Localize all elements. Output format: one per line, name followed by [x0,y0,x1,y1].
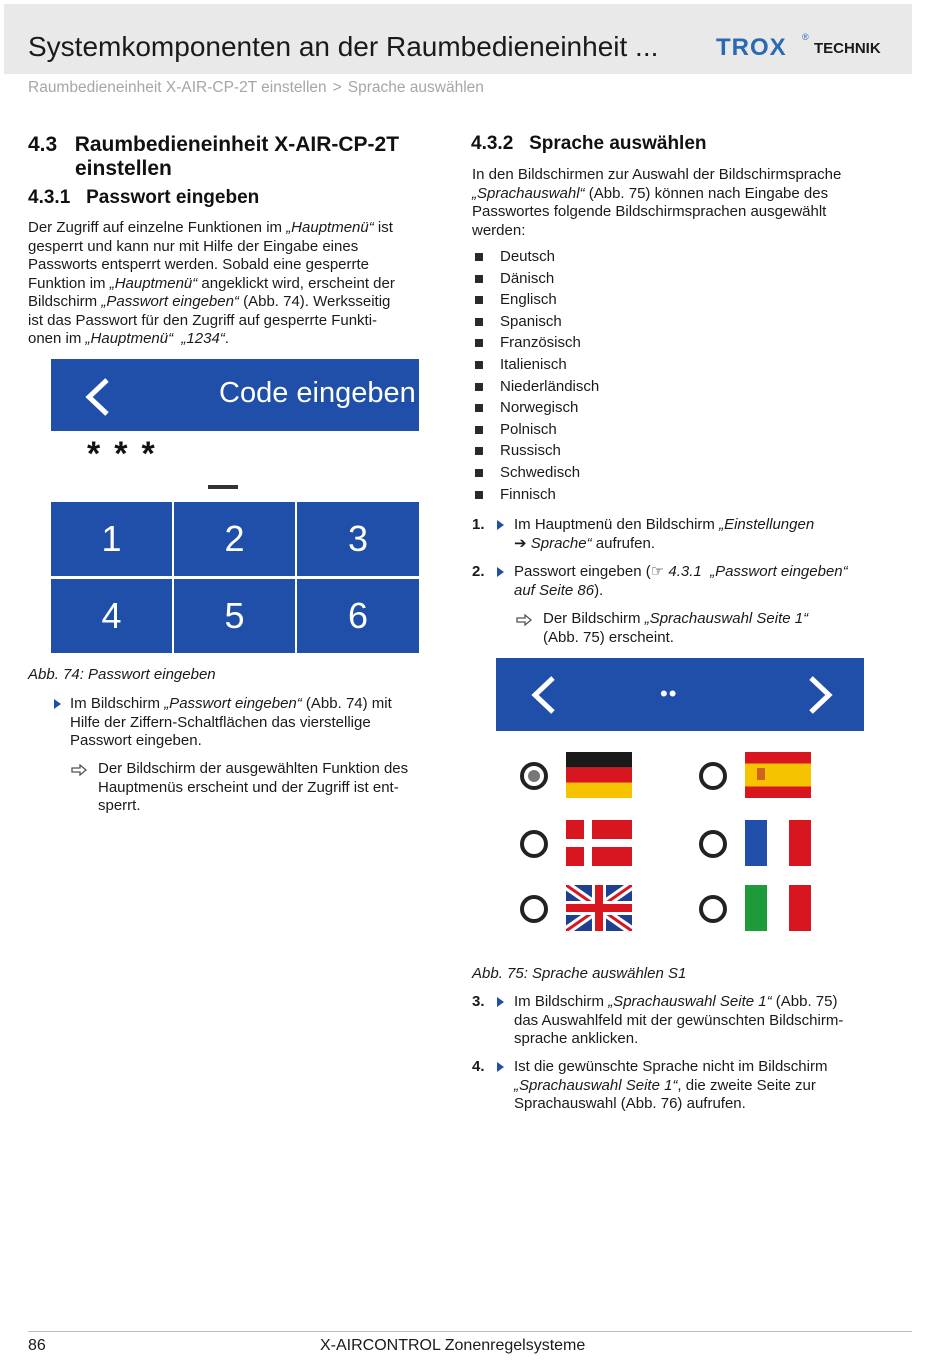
page-number: 86 [28,1337,46,1354]
numeric-keypad [51,502,419,653]
step-line: Ist die gewünschte Sprache nicht im Bildschirm [514,1058,828,1075]
step-number: 2. [472,563,485,580]
result-arrow-icon [516,614,532,626]
result-line: Der Bildschirm der ausgewählten Funktion des [98,760,409,777]
language-radio-french[interactable] [699,830,727,858]
step-triangle-icon [497,520,504,530]
step-2-text [514,563,904,600]
step-triangle-icon [54,699,61,709]
breadcrumb [28,79,484,97]
para-line: gesperrt und kann nur mit Hilfe der Eingabe eines [28,237,359,255]
result-line: Hauptmenüs erscheint und der Zugriff ist ent- [98,778,399,796]
keypad-key-5[interactable]: 5 [174,579,295,653]
breadcrumb-separator: > [332,79,342,96]
para-line: Passwortes folgende Bildschirmsprachen ausgewählt [472,203,827,220]
danish-flag-icon [566,820,632,866]
page-indicator-dots: •• [660,681,678,706]
para-line: „Sprachauswahl“ (Abb. 75) können nach Eingabe des [472,184,829,202]
input-cursor [208,485,238,489]
result-line: (Abb. 75) erscheint. [543,628,674,646]
para-line: onen im „Hauptmenü“ „1234“. [28,330,229,347]
language-radio-german[interactable] [520,762,548,790]
step-line: Im Hauptmenü den Bildschirm „Einstellungen [514,516,815,533]
result-line: sperrt. [98,797,141,814]
step-line: das Auswahlfeld mit der gewünschten Bildschirm- [514,1011,844,1029]
menu-arrow-icon: ➔ [514,534,527,552]
list-item: Niederländisch [473,378,599,400]
list-item: Schwedisch [473,464,599,486]
para-line: In den Bildschirmen zur Auswahl der Bildschirmsprache [472,166,842,183]
step-instruction [70,695,450,751]
step-line: Hilfe der Ziffern-Schaltflächen das vierstellige [70,713,371,731]
footer-divider [28,1331,912,1332]
result-arrow-icon [71,764,87,776]
para-line: werden: [472,221,526,239]
step-3-text [514,993,904,1049]
step-line: Im Bildschirm „Sprachauswahl Seite 1“ (Abb. 75) [514,993,838,1010]
intro-paragraph [28,219,448,349]
logo-registered-mark: ® [802,32,809,42]
list-item: Dänisch [473,270,599,292]
keypad-key-1[interactable]: 1 [51,502,172,576]
step-1-text [514,516,904,553]
section-heading-4-3 [28,133,399,181]
list-item: Spanisch [473,313,599,335]
step-line: sprache anklicken. [514,1030,639,1047]
heading-line-1: 4.3 Raumbedieneinheit X-AIR-CP-2T [28,133,400,156]
step-line: ➔ Sprache“ aufrufen. [514,534,656,552]
back-chevron-icon[interactable] [83,377,113,417]
step-line: „Sprachauswahl Seite 1“, die zweite Seite zur [514,1076,816,1094]
cross-reference-link[interactable]: 4.3.1 „Passwort eingeben“ [664,563,848,580]
keypad-key-2[interactable]: 2 [174,502,295,576]
list-item: Russisch [473,442,599,464]
subsection-heading-4-3-2: 4.3.2 Sprache auswählen [471,133,707,154]
subsection-heading-4-3-1: 4.3.1 Passwort eingeben [28,187,260,208]
step-triangle-icon [497,1062,504,1072]
french-flag-icon [745,820,811,866]
page-title: Systemkomponenten an der Raumbedieneinheit ... [28,31,659,62]
code-display: *** [87,435,169,473]
previous-page-chevron-icon[interactable] [530,675,558,715]
step-number: 1. [472,516,485,533]
page-header [4,4,912,74]
heading-line-2: einstellen [75,157,172,180]
step-line: Sprachauswahl (Abb. 76) aufrufen. [514,1095,746,1112]
step-number: 4. [472,1058,485,1075]
step-triangle-icon [497,567,504,577]
result-line: Der Bildschirm „Sprachauswahl Seite 1“ [543,610,809,627]
language-radio-spanish[interactable] [699,762,727,790]
list-item: Italienisch [473,356,599,378]
step-line: Im Bildschirm „Passwort eingeben“ (Abb. 74) mit [70,695,392,712]
uk-flag-icon [566,885,632,931]
para-line: Funktion im „Hauptmenü“ angeklickt wird, erscheint der [28,274,395,292]
screen-title: Code eingeben [219,377,416,409]
list-item: Polnisch [473,421,599,443]
screen-title-bar [496,658,864,731]
next-page-chevron-icon[interactable] [806,675,834,715]
language-radio-english[interactable] [520,895,548,923]
step-result [98,760,458,816]
logo-suffix: TECHNIK [814,40,881,57]
screen-title-bar [51,359,419,431]
spanish-flag-icon [745,752,811,798]
list-item: Finnisch [473,486,599,508]
figure-74-caption: Abb. 74: Passwort eingeben [28,666,216,683]
step-line: auf Seite 86). [514,581,604,599]
breadcrumb-item-1: Raumbedieneinheit X-AIR-CP-2T einstellen [28,79,327,96]
keypad-key-6[interactable]: 6 [297,579,419,653]
page-reference-link[interactable]: auf Seite 86 [514,581,595,599]
language-radio-italian[interactable] [699,895,727,923]
language-intro-paragraph [472,166,902,240]
step-triangle-icon [497,997,504,1007]
password-screen-screenshot [51,359,419,653]
italian-flag-icon [745,885,811,931]
breadcrumb-item-2: Sprache auswählen [347,79,484,96]
list-item: Norwegisch [473,399,599,421]
keypad-key-3[interactable]: 3 [297,502,419,576]
cross-reference-icon[interactable]: ☞ [650,563,665,580]
step-line: Passwort eingeben. [70,732,202,749]
step-number: 3. [472,993,485,1010]
list-item: Deutsch [473,248,599,270]
keypad-key-4[interactable]: 4 [51,579,172,653]
step-2-result [543,610,903,647]
language-selection-screenshot [496,658,864,950]
language-list [473,248,599,507]
trox-logo [716,34,896,62]
list-item: Französisch [473,334,599,356]
para-line: ist das Passwort für den Zugriff auf gesperrte Funkti- [28,311,378,329]
para-line: Passworts entsperrt werden. Sobald eine gesperrte [28,256,370,273]
step-4-text [514,1058,904,1114]
step-line: Passwort eingeben (☞ 4.3.1 „Passwort eingeben“ [514,563,848,580]
para-line: Der Zugriff auf einzelne Funktionen im „Hauptmenü“ ist [28,219,393,236]
language-radio-danish[interactable] [520,830,548,858]
document-title: X-AIRCONTROL Zonenregelsysteme [320,1337,586,1354]
figure-75-caption: Abb. 75: Sprache auswählen S1 [472,965,687,982]
logo-brand: TROX [716,34,787,61]
list-item: Englisch [473,291,599,313]
para-line: Bildschirm „Passwort eingeben“ (Abb. 74). Werksseitig [28,293,391,310]
german-flag-icon [566,752,632,798]
